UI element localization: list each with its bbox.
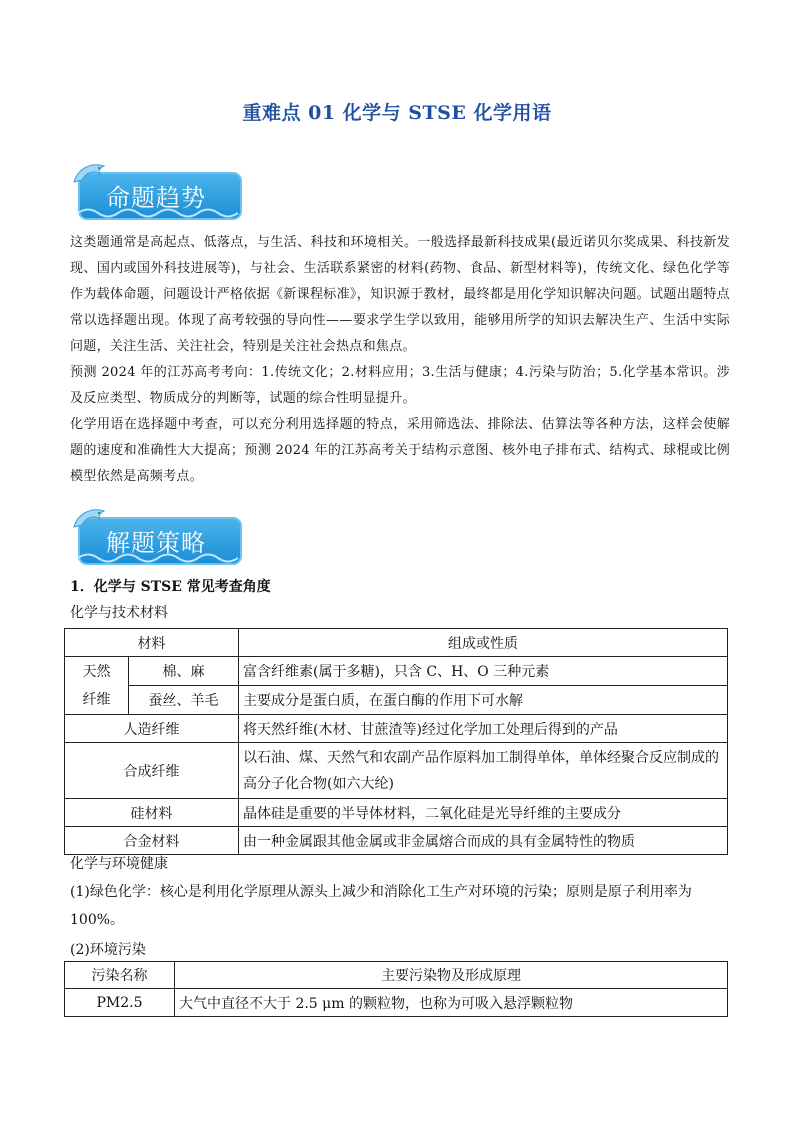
banner-label: 解题策略 — [106, 529, 206, 557]
header-pollution-desc: 主要污染物及形成原理 — [175, 962, 728, 989]
material-desc: 由一种金属跟其他金属或非金属熔合而成的具有金属特性的物质 — [239, 827, 728, 855]
header-pollution-name: 污染名称 — [65, 962, 175, 989]
header-property: 组成或性质 — [239, 629, 728, 657]
pollution-name: PM2.5 — [65, 989, 175, 1017]
intro-paragraph: 这类题通常是高起点、低落点，与生活、科技和环境相关。一般选择最新科技成果(最近诺贝尔奖成果、科技新发现、国内或国外科技进展等)，与社会、生活联系紧密的材料(药物、食品、新型材料等)，传统文化、绿色化学等作为载体命题，问题设计严格依据《新课程标准》，知识源于教材，最终都是用化学知识解决问题。试题出题特点常以选择题出现。体现了高考较强的导向性——要求学生学以致用，能够用所学的知识去解决生产、生活中实际问题，关注生活、关注社会，特别是关注社会热点和焦点。 — [70, 235, 730, 354]
material-sub: 蚕丝、羊毛 — [129, 686, 239, 715]
wave-decoration — [78, 551, 238, 565]
strategy-banner — [70, 505, 240, 567]
pollution-heading: (2)环境污染 — [70, 942, 146, 958]
material-name: 人造纤维 — [65, 715, 239, 743]
material-desc: 将天然纤维(木材、甘蔗渣等)经过化学加工处理后得到的产品 — [239, 715, 728, 743]
table-row — [65, 686, 728, 715]
intro-text — [70, 230, 730, 490]
green-chemistry-text: (1)绿色化学：核心是利用化学原理从源头上减少和消除化工生产对环境的污染；原则是原子利用率为 100%。 — [70, 884, 692, 928]
material-name: 合成纤维 — [65, 743, 239, 799]
material-desc: 晶体硅是重要的半导体材料，二氧化硅是光导纤维的主要成分 — [239, 799, 728, 827]
table-header-row — [65, 629, 728, 657]
material-sub: 棉、麻 — [129, 657, 239, 686]
section-heading: 1．化学与 STSE 常见考查角度 — [70, 579, 271, 595]
dolphin-icon — [70, 160, 110, 190]
subsection-heading: 化学与环境健康 — [70, 856, 168, 872]
wave-decoration — [78, 206, 238, 220]
table-row — [65, 989, 728, 1017]
material-name: 硅材料 — [65, 799, 239, 827]
banner-label: 命题趋势 — [106, 184, 206, 212]
natural-fiber-cell: 天然纤维 — [65, 657, 129, 715]
table-row — [65, 657, 728, 686]
material-desc: 以石油、煤、天然气和农副产品作原料加工制得单体，单体经聚合反应制成的高分子化合物(如六大纶) — [239, 743, 728, 799]
page-title: 重难点 01 化学与 STSE 化学用语 — [242, 102, 552, 124]
table-row — [65, 743, 728, 799]
intro-paragraph: 预测 2024 年的江苏高考考向：1.传统文化；2.材料应用；3.生活与健康；4.污染与防治；5.化学基本常识。涉及反应类型、物质成分的判断等，试题的综合性明显提升。 — [70, 365, 730, 406]
header-material: 材料 — [65, 629, 239, 657]
materials-table — [64, 628, 728, 855]
intro-paragraph: 化学用语在选择题中考查，可以充分利用选择题的特点，采用筛选法、排除法、估算法等各种方法，这样会使解题的速度和准确性大大提高；预测 2024 年的江苏高考关于结构示意图、核外电子排布式、结构式、球棍或比例模型依然是高频考点。 — [70, 417, 730, 484]
material-desc: 富含纤维素(属于多糖)，只含 C、H、O 三种元素 — [239, 657, 728, 686]
dolphin-icon — [70, 505, 110, 535]
pollution-table — [64, 961, 728, 1017]
subsection-heading: 化学与技术材料 — [70, 605, 168, 621]
material-name: 合金材料 — [65, 827, 239, 855]
pollution-desc: 大气中直径不大于 2.5 μm 的颗粒物，也称为可吸入悬浮颗粒物 — [175, 989, 728, 1017]
material-desc: 主要成分是蛋白质，在蛋白酶的作用下可水解 — [239, 686, 728, 715]
table-row — [65, 799, 728, 827]
table-header-row — [65, 962, 728, 989]
trend-banner — [70, 160, 240, 222]
table-row — [65, 715, 728, 743]
environment-section — [70, 850, 730, 964]
